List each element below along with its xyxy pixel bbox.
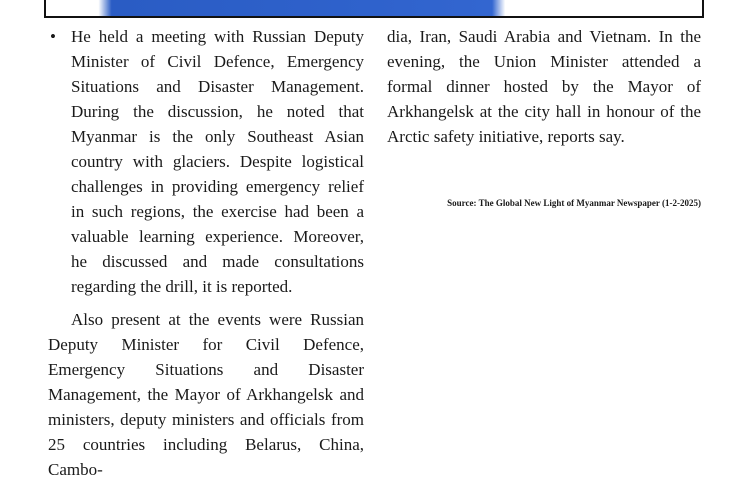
- bullet-text: He held a meeting with Russian Deputy Minister of Civil Defence, Emergency Situations and Disaster Management. During the discussion, he noted that Myanmar is the only Southeast Asian country with glaciers. Despite logistical challenges in providing emergency relief in such regions, the exercise had been a valuable learning experience. Moreover, he discussed and made consultations regarding the drill, it is reported.: [71, 27, 364, 296]
- bullet-item: [48, 24, 364, 299]
- paragraph-right: dia, Iran, Saudi Arabia and Vietnam. In the evening, the Union Minister attended a formal dinner hosted by the Mayor of Arkhangelsk at the city hall in honour of the Arctic safety initiative, reports say.: [387, 27, 701, 146]
- paragraph-left: Also present at the events were Russian Deputy Minister for Civil Defence, Emergency Situations and Disaster Management, the Mayor of Arkhangelsk and ministers, deputy ministers and officials from 25 countries including Belarus, China, Cambo-: [48, 310, 364, 479]
- source-credit: Source: The Global New Light of Myanmar Newspaper (1-2-2025): [447, 198, 701, 208]
- photo-bottom-edge: [44, 0, 704, 18]
- bullet-dot-icon: •: [50, 27, 56, 46]
- right-column: [387, 24, 701, 209]
- left-column: [48, 24, 364, 482]
